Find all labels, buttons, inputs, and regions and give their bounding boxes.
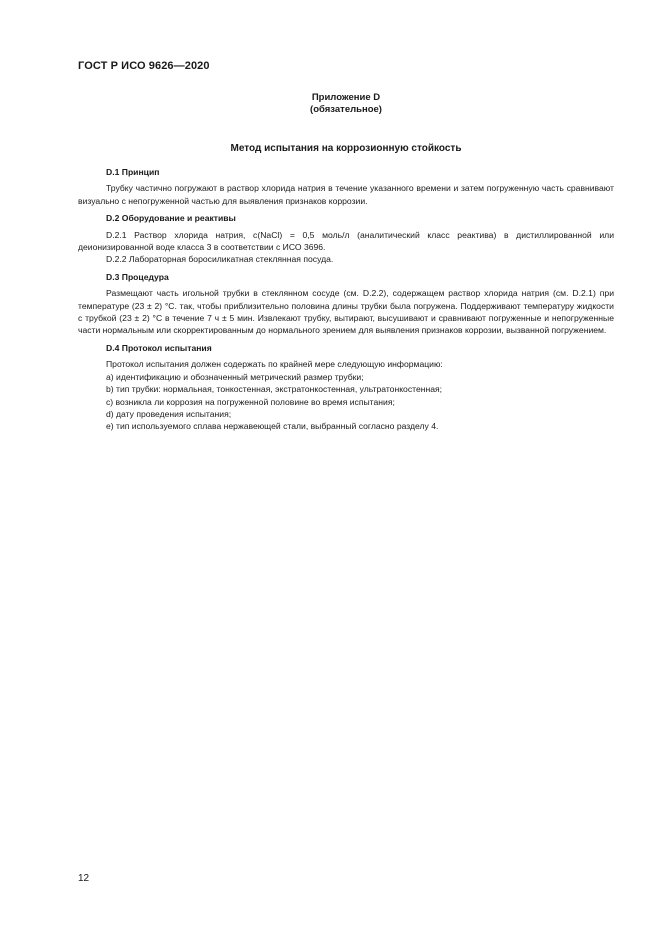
section-d2-heading: D.2 Оборудование и реактивы [106, 213, 236, 224]
list-item: а) идентификацию и обозначенный метрический размер трубки; [106, 371, 364, 382]
list-item: d) дату проведения испытания; [106, 408, 232, 419]
section-d2-item-2: D.2.2 Лабораторная боросиликатная стеклянная посуда. [106, 254, 334, 265]
section-d3-heading: D.3 Процедура [106, 271, 169, 282]
annex-status: (обязательное) [310, 104, 382, 115]
document-body [78, 166, 614, 433]
section-d4-heading: D.4 Протокол испытания [106, 342, 212, 353]
section-d1-text: Трубку частично погружают в раствор хлорида натрия в течение указанного времени и затем погруженную часть сравнивают визуально с непогруженной частью для выявления признаков коррозии. [78, 183, 614, 206]
annex-heading [78, 92, 614, 116]
section-d3-text: Размещают часть игольной трубки в стеклянном сосуде (см. D.2.2), содержащем раствор хлорида натрия (см. D.2.1) при температуре (23 ± 2) °С. так, чтобы приблизительно половина длины трубки была погружена. Поддерживают температуру жидкости с трубкой (23 ± 2) °С в течение 7 ч ± 5 мин. Извлекают трубку, вытирают, высушивают и сравнивают погруженные и непогруженные части нормальным или скорректированным до нормального зрением для выявления признаков коррозии, вызванной погружением. [78, 288, 614, 336]
section-d4-intro: Протокол испытания должен содержать по крайней мере следующую информацию: [106, 359, 443, 370]
annex-title: Метод испытания на коррозионную стойкость [230, 143, 462, 154]
list-item: e) тип используемого сплава нержавеющей стали, выбранный согласно разделу 4. [106, 421, 439, 432]
list-item: c) возникла ли коррозия на погруженной половине во время испытания; [106, 396, 395, 407]
list-item: b) тип трубки: нормальная, тонкостенная, экстратонкостенная, ультратонкостенная; [106, 384, 443, 395]
section-d2-item-1: D.2.1 Раствор хлорида натрия, с(NaCl) = 0,5 моль/л (аналитический класс реактива) в дистиллированной или деионизированной воде класса 3 в соответствии с ИСО 3696. [78, 229, 614, 253]
standard-designation: ГОСТ Р ИСО 9626—2020 [78, 60, 210, 72]
page-number: 12 [78, 873, 90, 884]
section-d1-heading: D.1 Принцип [106, 167, 160, 177]
annex-label: Приложение D [311, 92, 381, 103]
